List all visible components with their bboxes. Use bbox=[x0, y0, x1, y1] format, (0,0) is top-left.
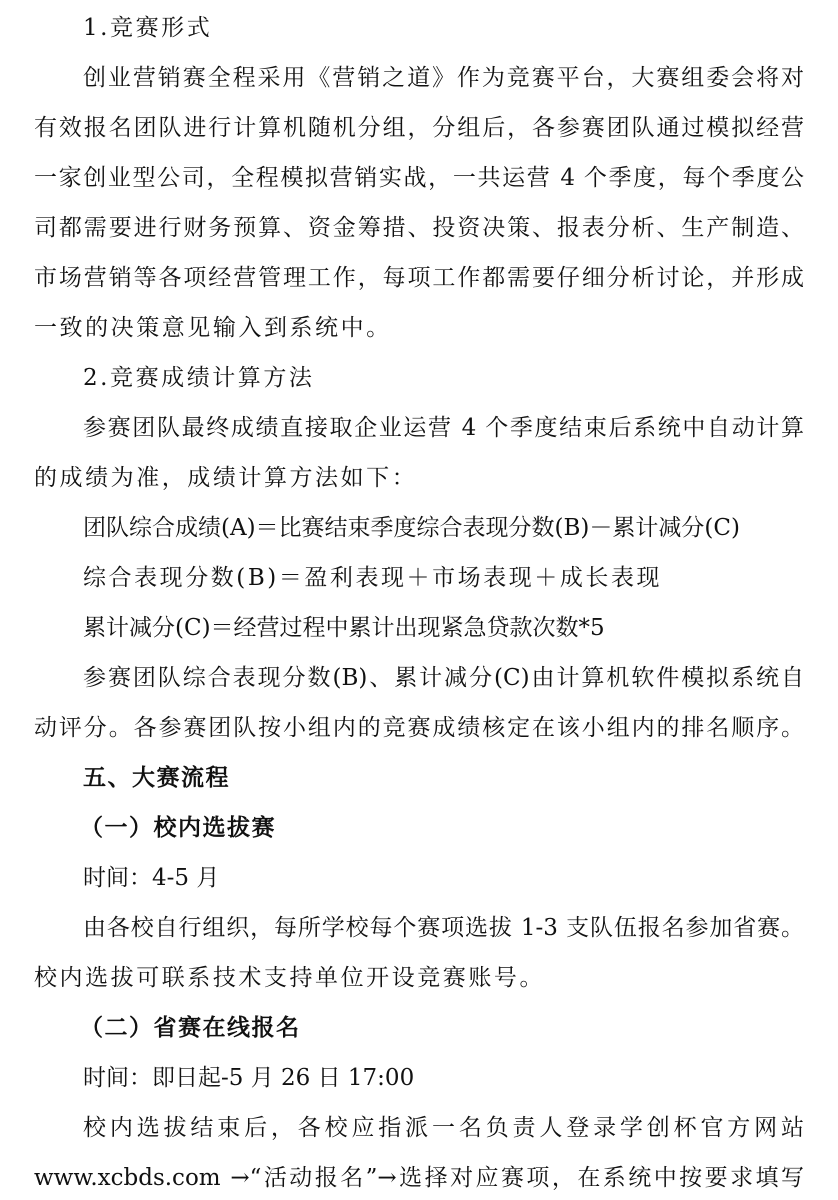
paragraph-line: 校内选拔结束后，各校应指派一名负责人登录学创杯官方网站 bbox=[83, 1115, 804, 1141]
paragraph-line: 参赛团队综合表现分数(B)、累计减分(C)由计算机软件模拟系统自 bbox=[83, 665, 804, 691]
formula-deduction: 累计减分(C)＝经营过程中累计出现紧急贷款次数*5 bbox=[83, 615, 605, 641]
stage-heading-online-registration: （二）省赛在线报名 bbox=[80, 1015, 301, 1041]
paragraph-line: 校内选拔可联系技术支持单位开设竞赛账号。 bbox=[34, 965, 545, 991]
paragraph-line: 一家创业型公司，全程模拟营销实战，一共运营 4 个季度，每个季度公 bbox=[34, 165, 804, 191]
paragraph-line: 有效报名团队进行计算机随机分组，分组后，各参赛团队通过模拟经营 bbox=[34, 115, 804, 141]
formula-team-score: 团队综合成绩(A)＝比赛结束季度综合表现分数(B)－累计减分(C) bbox=[83, 515, 740, 541]
paragraph-line: 动评分。各参赛团队按小组内的竞赛成绩核定在该小组内的排名顺序。 bbox=[34, 715, 804, 741]
formula-performance-score: 综合表现分数(B)＝盈利表现＋市场表现＋成长表现 bbox=[83, 565, 663, 591]
paragraph-line: 的成绩为准，成绩计算方法如下： bbox=[34, 465, 418, 491]
paragraph-line: 创业营销赛全程采用《营销之道》作为竞赛平台，大赛组委会将对 bbox=[83, 65, 804, 91]
paragraph-line: 司都需要进行财务预算、资金筹措、投资决策、报表分析、生产制造、 bbox=[34, 215, 804, 241]
paragraph-line: 由各校自行组织，每所学校每个赛项选拔 1-3 支队伍报名参加省赛。 bbox=[83, 915, 804, 941]
chapter-heading-competition-process: 五、大赛流程 bbox=[83, 765, 230, 791]
paragraph-line: 市场营销等各项经营管理工作，每项工作都需要仔细分析讨论，并形成 bbox=[34, 265, 804, 291]
stage-heading-campus-selection: （一）校内选拔赛 bbox=[80, 815, 276, 841]
stage-time: 时间：4-5 月 bbox=[83, 865, 220, 891]
paragraph-line: 参赛团队最终成绩直接取企业运营 4 个季度结束后系统中自动计算 bbox=[83, 415, 804, 441]
section-heading-competition-format: 1.竞赛形式 bbox=[83, 15, 213, 41]
paragraph-line: 一致的决策意见输入到系统中。 bbox=[34, 315, 392, 341]
section-heading-score-calculation: 2.竞赛成绩计算方法 bbox=[83, 365, 315, 391]
stage-time: 时间：即日起-5 月 26 日 17:00 bbox=[83, 1065, 415, 1091]
paragraph-line-website: www.xcbds.com →“活动报名”→选择对应赛项，在系统中按要求填写 bbox=[34, 1165, 804, 1191]
